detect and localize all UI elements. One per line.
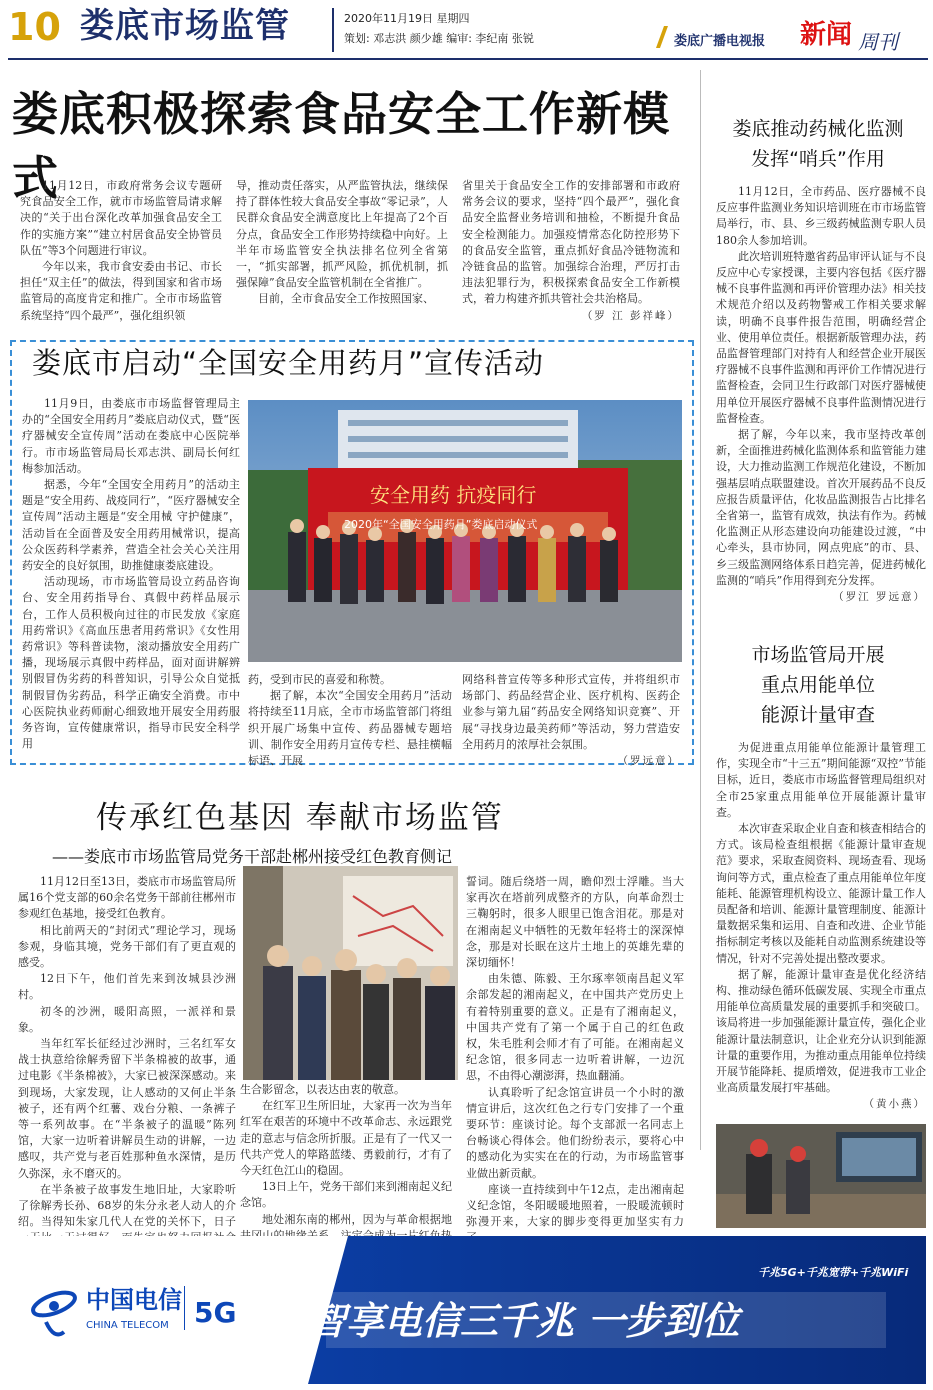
audit-photo-image bbox=[716, 1124, 926, 1228]
article1-para: 省里关于食品安全工作的安排部署和市政府常务会议的要求，坚持“四个最严”，强化食品安全监督业务培训和抽检，不断提升食品安全检测能力。加强疫情常态化防控形势下的食品安全监管，重点抓好食品冷链物流和冷链食品的监管。加强综合治理，严厉打击违法犯罪行为，积极探索食品安全工作新模式，着力构建齐抓共管社会共治格局。 bbox=[462, 179, 680, 306]
article3-para: 初冬的沙洲，暖阳高照，一派祥和景象。 bbox=[18, 1004, 236, 1034]
article3-para: 在半条被子故事发生地旧址，大家聆听了徐解秀长孙、68岁的朱分永老人动人的介绍。当得知朱家几代人在党的关怀下，日子 bbox=[18, 1182, 236, 1229]
telecom-name-cn: 中国电信 bbox=[86, 1286, 182, 1314]
article3-para: 11月12日至13日，娄底市市场监管局所属16个党支部的60余名党务干部前往郴州市参观红色基地，接受红色教育。 bbox=[18, 875, 236, 921]
right1-title-line: 娄底推动药械化监测 bbox=[732, 118, 904, 140]
photo-banner-text: 安全用药 抗疫同行 bbox=[370, 483, 537, 507]
article2-para: 活动现场，市市场监管局设立药品咨询台、安全用药指导台、真假中药样品展示台，工作人员积极向过往的市民发放《家庭用药常识》《高血压患者用药常识》《女性用药常识》等科普读物，滚动播放安全用药广播，现场展示真假中药样品，面对面讲解辨别假冒伪劣药的科普知识，引导公众自觉抵制假冒伪劣药品，科学正确安全消费。市中心医院执业药师耐心细致地开展安全用药服务咨询，宣传健康常识，指导市民安全科学用 bbox=[22, 575, 240, 751]
article3-col3 bbox=[466, 874, 684, 1263]
right2-para: 本次审查采取企业自查和核查相结合的方式。该局检查组根据《能源计量审查规范》要求，采取查阅资料、现场查看、现场询问等方式，重点检查了重点用能单位年度能耗、能源管理机构设立、能源计量工作人员配备和培训、能源计量管理制度、能源计量数据采集和运用、自查和改进、企业节能指标制定考核以及能耗自动监测系统建设等情况，针对不完善处提出整改要求。 bbox=[716, 822, 926, 965]
visit-photo bbox=[243, 866, 458, 1080]
photo-event-text: 2020年“全国安全用药月”娄底启动仪式 bbox=[344, 518, 538, 531]
right1-para: 据了解，今年以来，我市坚持改革创新，全面推进药械化监测体系和监管能力建设，大力推动监测工作规范化建设，不断加强基层哨点联盟建设。首次开展药品不良反应报告质量评估，化妆品监测报告占比排名全省第一，监管有成效，执法有作为。药械化监测正从形态建设向功能建设过渡，“中心牵头，县市协同，网点兜底”的市、县、乡三级监测网络体系日趋完善，促进药械化监测的“哨兵”作用得到充分发挥。 bbox=[716, 428, 926, 587]
page-number: 10 bbox=[8, 5, 61, 49]
right2-title-line: 重点用能单位 bbox=[760, 674, 875, 696]
brand-masthead bbox=[660, 20, 930, 54]
event-photo bbox=[248, 400, 682, 662]
right2-headline bbox=[708, 640, 928, 730]
column-divider bbox=[700, 70, 701, 1150]
issue-date: 2020年11月19日 星期四 bbox=[344, 12, 470, 25]
article1-para: 11月12日，市政府常务会议专题研究食品安全工作，就市市场监管局请求解决的“关于出台深化改革加强食品安全工作的实施方案”“建立村居食品安全协管员队伍”等3个问题进行审议。 bbox=[20, 179, 222, 257]
article3-para: 座谈一直持续到中午12点，走出湘南起义纪念馆，冬阳暖暖地照着，一股暖流顿时弥漫开来，大家的脚步变得更加坚实有力 bbox=[466, 1182, 684, 1229]
article3-para: 在红军卫生所旧址，大家再一次为当年红军在艰苦的环境中不改革命志、永远跟党走的意志与信念所折服。正是有了一代又一代共产党人的筚路蓝缕、勇毅前行，才有了今天红色江山的稳固。 bbox=[240, 1099, 452, 1178]
right1-para: 此次培训班特邀省药品审评认证与不良反应中心专家授课，主要内容包括《医疗器械不良事件监测和再评价管理办法》相关技术规范介绍以及药物警戒工作相关要求解读，明确不良事件报告范围，明确经营企业、使用单位责任。根据新版管理办法，药品监督管理部门对持有人和经营企业开展医疗器械不良事件监测和再评价工作情况进行监督检查，会同卫生行政部门对医疗器械使用单位开展医疗器械不良事件监测情况进行监督检查。 bbox=[716, 249, 926, 425]
article3-para: 当年红军长征经过沙洲时，三名红军女战士执意给徐解秀留下半条棉被的故事，通过电影《半条棉被》，大家已被深深感动。来到现场，大家发现，让人感动的又何止半条被子，还有两个红薯、戏台分粮、一条裤子等一系列故事。在“半条被子的温暖”陈列馆，大家一边听着讲解员生动的讲解，一边感叹，共产党与老百姓那种鱼水深情，是历久弥深，永不磨灭的。 bbox=[18, 1037, 236, 1180]
article2-col3 bbox=[462, 672, 680, 769]
article1-para: 目前，全市食品安全工作按照国家、 bbox=[258, 292, 434, 306]
right2-para: 为促进重点用能单位能源计量管理工作，实现全市“十三五”期间能源“双控”节能目标，近日，娄底市市场监督管理局组织对全市25家重点用能单位开展能源计量审查。 bbox=[716, 741, 926, 819]
brand-prefix: 娄底广播电视报 bbox=[674, 34, 766, 49]
telecom-name-en: CHINA TELECOM bbox=[86, 1320, 169, 1331]
article3-para: 13日上午，党务干部们来到湘南起义纪念馆。 bbox=[240, 1180, 452, 1210]
header-separator bbox=[332, 8, 334, 52]
brand-slash-icon bbox=[656, 26, 668, 48]
right2-body bbox=[716, 740, 926, 1113]
right1-title-line: 发挥“哨兵”作用 bbox=[751, 148, 885, 170]
ad-slogan: 智享电信三千兆 一步到位 bbox=[308, 1299, 740, 1343]
article3-para: 生合影留念，以表达由衷的敬意。 bbox=[240, 1083, 405, 1096]
brand-news: 新闻 bbox=[800, 20, 853, 50]
ad-tagline: 千兆5G+千兆宽带+千兆WiFi bbox=[758, 1266, 909, 1279]
article3-para: 12日下午，他们首先来到汝城县沙洲村。 bbox=[18, 972, 236, 1002]
article3-headline: 传承红色基因 奉献市场监管 bbox=[96, 800, 504, 836]
right1-signature: （罗江 罗远意） bbox=[833, 591, 926, 604]
article1-col2 bbox=[236, 178, 448, 308]
article1-para: 今年以来，我市食安委由书记、市长担任“双主任”的做法，得到国家和省市场监管局的高度肯定和推广。全市市场监管系统坚持“四个最严”，强化组织领 bbox=[20, 260, 222, 322]
article3-col1 bbox=[18, 874, 236, 1263]
article1-signature: （罗 江 彭祥峰） bbox=[581, 309, 680, 322]
article2-para: 网络科普宣传等多种形式宣传，并将组织市场部门、药品经营企业、医疗机构、医药企业参与第九届“药品安全网络知识竞赛”、开展“寻找身边最美药师”等活动，努力营造安全用药月的浓厚社会氛围。 bbox=[462, 673, 680, 751]
editorial-staff: 策划: 邓志洪 颜少雄 编审: 李纪南 张锐 bbox=[344, 32, 534, 45]
brand-weekly: 周刊 bbox=[858, 30, 898, 54]
right1-body bbox=[716, 184, 926, 605]
article3-subtitle: ——娄底市市场监管局党务干部赴郴州接受红色教育侧记 bbox=[52, 847, 453, 866]
article1-headline: 娄底积极探索食品安全工作新模式 bbox=[12, 87, 670, 205]
article2-col2 bbox=[248, 672, 452, 769]
article2-headline: 娄底市启动“全国安全用药月”宣传活动 bbox=[32, 346, 545, 380]
header-rule bbox=[8, 58, 928, 60]
audit-photo bbox=[716, 1124, 926, 1228]
article1-para: 导，推动责任落实，从严监管执法，继续保持了群体性较大食品安全事故“零记录”，人民群众食品安全满意度比上年提高了2个百分点，食品安全工作形势持续稳中向好。上半年市场监管安全执法排名位列全省第一，“抓实部署，抓严风险，抓优机制，抓强保障”食品安全监管机制在全省推广。 bbox=[236, 179, 448, 290]
article2-para: 药，受到市民的喜爱和称赞。 bbox=[248, 673, 391, 686]
section-title: 娄底市场监管 bbox=[80, 6, 290, 46]
article2-para: 据了解，本次“全国安全用药月”活动将持续至11月底，全市市场监管部门将组织开展广场集中宣传、药品器械专题培训、制作安全用药月宣传专栏、悬挂横幅标语、开展 bbox=[248, 689, 452, 768]
article2-para: 据悉，今年“全国安全用药月”的活动主题是“安全用药、战疫同行”，“医疗器械安全宣传周”活动主题是“安全用械 守护健康”，活动旨在全面普及安全用药用械常识，提高公众医药科学素养，营造全社会关心关注用药安全的良好氛围，助推健康娄底建设。 bbox=[22, 478, 240, 573]
right2-para: 据了解，能源计量审查是优化经济结构、推动绿色循环低碳发展、实现全市重点用能单位高质量发展的重要抓手和突破口。该局将进一步加强能源计量宣传，强化企业能源计量法制意识，让企业充分认识到能源计量的重要作用，为推动重点用能单位持续开展节能降耗、提质增效，促进我市工业企业高质量发展打牢基础。 bbox=[716, 967, 926, 1095]
article2-signature: （罗远意） bbox=[617, 755, 680, 768]
article1-col1 bbox=[20, 178, 222, 324]
article3-para: 由朱德、陈毅、王尔琢率领南昌起义军余部发起的湘南起义，在中国共产党历史上有着特别重要的意义。正是有了湘南起义，中国共产党有了第一个属于自己的红色政权，朱毛胜利会师才有了可能。在湘南起义纪念馆，很多同志一边听着讲解，一边沉思，不由得心潮澎湃，热血翻涌。 bbox=[466, 972, 684, 1083]
article3-para: 相比前两天的“封闭式”理论学习，现场参观，身临其境，党务干部们有了更直观的感受。 bbox=[18, 923, 236, 970]
right2-title-line: 市场监管局开展 bbox=[751, 644, 885, 666]
article3-para: 地处湘东南的郴州，因为与革命根据地 bbox=[262, 1212, 452, 1226]
event-photo-image bbox=[248, 400, 682, 662]
right1-para: 11月12日，全市药品、医疗器械不良反应事件监测业务知识培训班在市市场监管局举行，市、县、乡三级药械监测专职人员180余人参加培训。 bbox=[716, 185, 926, 247]
right2-signature: （黄小燕） bbox=[863, 1098, 926, 1111]
article3-para: 誓词。随后绕塔一周，瞻仰烈士浮雕。当大家再次在塔前列成整齐的方队，向革命烈士三鞠躬时，很多人眼里已饱含泪花。那是对在湘南起义中牺牲的无数年轻将士的深深悼念，那是对长眠在这片土地上的英雄先辈的深切缅怀！ bbox=[466, 875, 684, 970]
article2-col1 bbox=[22, 396, 240, 752]
telecom-ad bbox=[8, 1236, 926, 1384]
right1-headline bbox=[708, 114, 928, 174]
visit-photo-image bbox=[243, 866, 458, 1080]
article3-para: 认真聆听了纪念馆宣讲员一个小时的激情宣讲后，这次红色之行专门安排了一个重要环节：座谈讨论。每个支部派一名同志上台畅谈心得体会。他们纷纷表示，要将心中的感动化为实实在在的行动，为市场监管事业做出新贡献。 bbox=[466, 1085, 684, 1180]
right2-title-line: 能源计量审查 bbox=[760, 704, 875, 726]
article2-para: 11月9日，由娄底市市场监督管理局主办的“全国安全用药月”娄底启动仪式，暨“医疗器械安全宣传周”活动在娄底中心医院举行。市市场监管局局长邓志洪、副局长何红梅参加活动。 bbox=[22, 397, 240, 475]
telecom-ad-graphic bbox=[8, 1236, 926, 1384]
article1-col3 bbox=[462, 178, 680, 324]
telecom-5g-badge: 5G bbox=[194, 1296, 237, 1329]
